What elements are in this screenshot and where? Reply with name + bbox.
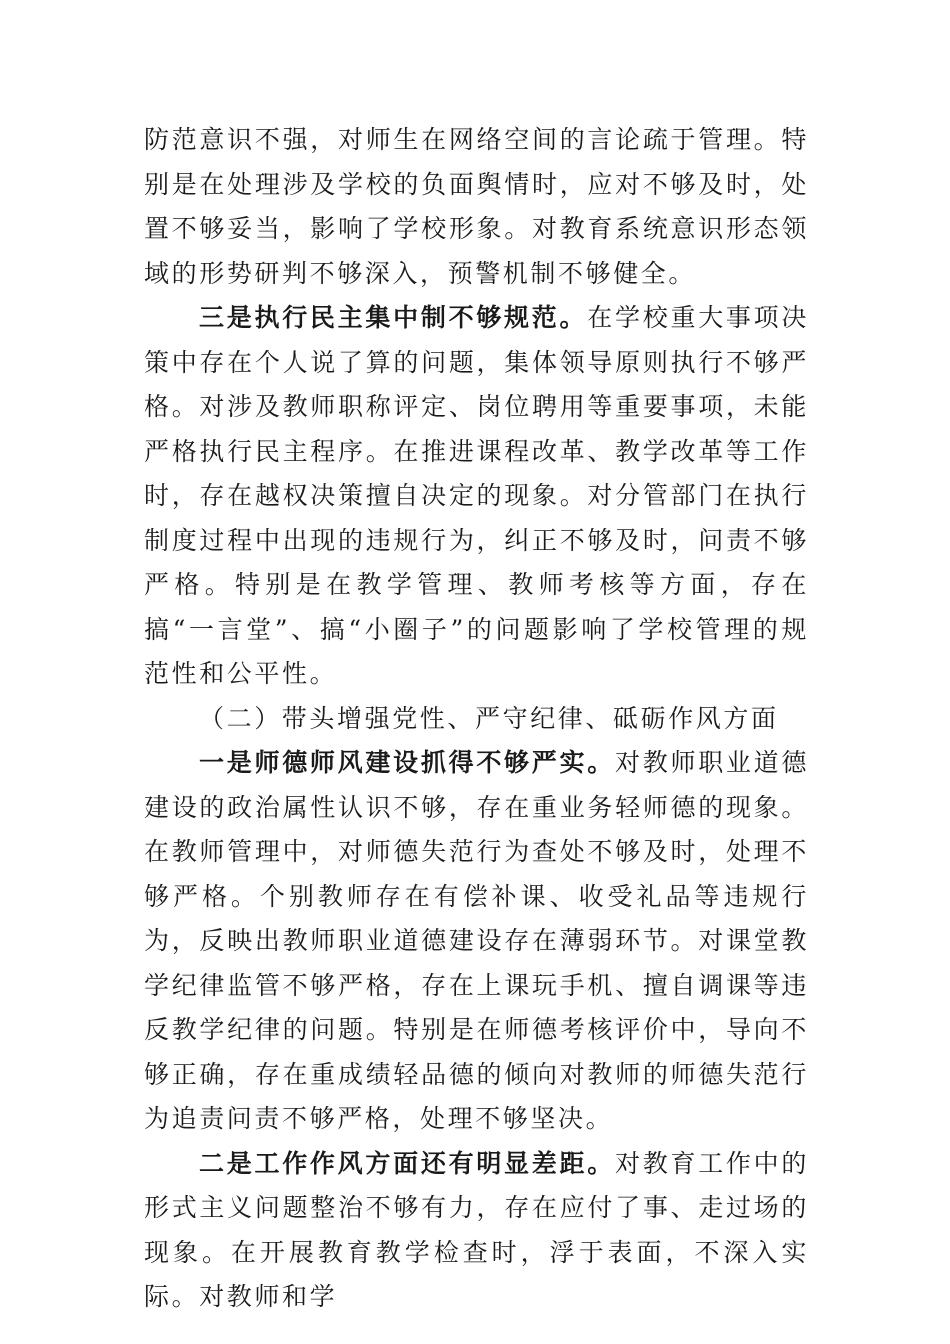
paragraph-teacher-ethics	[144, 741, 809, 1142]
paragraph-text: 在学校重大事项决策中存在个人说了算的问题，集体领导原则执行不够严格。对涉及教师职称评定、岗位聘用等重要事项，未能严格执行民主程序。在推进课程改革、教学改革等工作时，存在越权决策擅自决定的现象。对分管部门在执行制度过程中出现的违规行为，纠正不够及时，问责不够严格。特别是在教学管理、教师考核等方面，存在搞“一言堂”、搞“小圈子”的问题影响了学校管理的规范性和公平性。	[144, 303, 809, 688]
paragraph-continued	[144, 118, 809, 296]
paragraph-text: 防范意识不强，对师生在网络空间的言论疏于管理。特别是在处理涉及学校的负面舆情时，应对不够及时，处置不够妥当，影响了学校形象。对教育系统意识形态领域的形势研判不够深入，预警机制不够健全。	[144, 125, 809, 288]
document-body	[144, 118, 809, 1320]
paragraph-lead-heading: 三是执行民主集中制不够规范。	[199, 303, 588, 332]
paragraph-lead-heading: 二是工作作风方面还有明显差距。	[199, 1148, 615, 1178]
paragraph-lead-heading: 一是师德师风建设抓得不够严实。	[199, 748, 615, 777]
paragraph-democratic-centralism	[144, 296, 809, 697]
paragraph-text: 对教育工作中的形式主义问题整治不够有力，存在应付了事、走过场的现象。在开展教育教学检查时，浮于表面，不深入实际。对教师和学	[144, 1148, 809, 1311]
section-heading: （二）带头增强党性、严守纪律、砥砺作风方面	[199, 703, 779, 733]
paragraph-text: 对教师职业道德建设的政治属性认识不够，存在重业务轻师德的现象。在教师管理中，对师德失范行为查处不够及时，处理不够严格。个别教师存在有偿补课、收受礼品等违规行为，反映出教师职业道德建设存在薄弱环节。对课堂教学纪律监管不够严格，存在上课玩手机、擅自调课等违反教学纪律的问题。特别是在师德考核评价中，导向不够正确，存在重成绩轻品德的倾向对教师的师德失范行为追责问责不够严格，处理不够坚决。	[144, 748, 809, 1133]
paragraph-work-style	[144, 1142, 809, 1320]
